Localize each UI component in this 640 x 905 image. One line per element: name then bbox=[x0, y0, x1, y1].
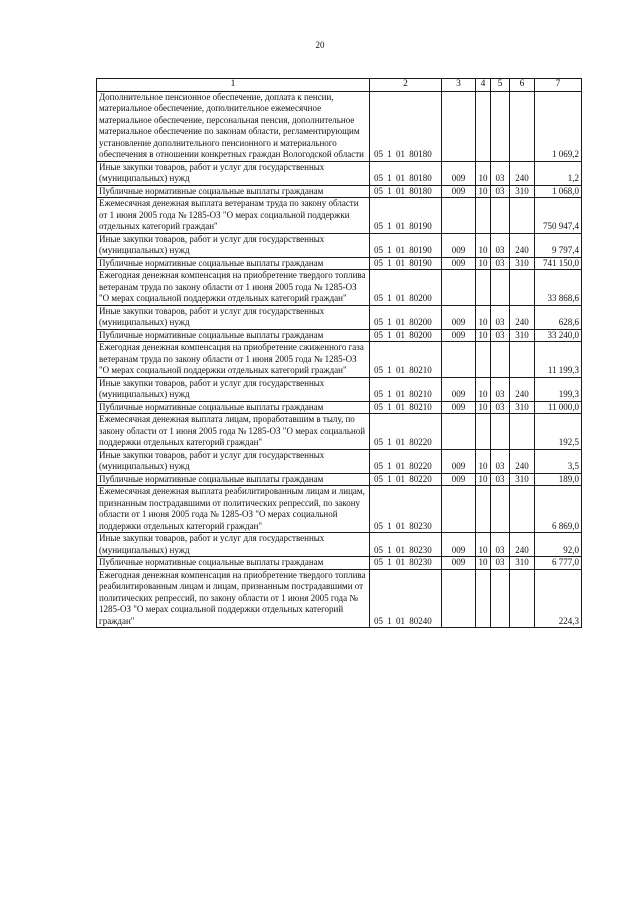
row-ministry-code bbox=[442, 414, 476, 450]
row-section-code bbox=[476, 486, 491, 533]
row-ministry-code: 009 bbox=[442, 557, 476, 570]
table-row bbox=[97, 185, 582, 198]
row-description: Ежегодная денежная компенсация на приобретение твердого топлива ветеранам труда по закону области от 1 июня 2005 года № 1285-ОЗ "О мерах социальной поддержки отдельных категорий граждан" bbox=[97, 270, 370, 306]
row-target-code: 05 1 01 80200 bbox=[370, 305, 442, 329]
row-amount: 6 777,0 bbox=[535, 557, 582, 570]
row-subsection-code: 03 bbox=[491, 257, 510, 270]
row-subsection-code: 03 bbox=[491, 533, 510, 557]
table-row bbox=[97, 329, 582, 342]
row-amount: 33 240,0 bbox=[535, 329, 582, 342]
row-description: Публичные нормативные социальные выплаты гражданам bbox=[97, 185, 370, 198]
row-description: Ежегодная денежная компенсация на приобретение твердого топлива реабилитированным лицам и лицам, признанным пострадавшими от политических репрессий, по закону области от 1 июня 2005 года № 1285-ОЗ "О мерах социальной поддержки отдельных категорий граждан" bbox=[97, 569, 370, 628]
table-row bbox=[97, 533, 582, 557]
row-amount: 33 868,6 bbox=[535, 270, 582, 306]
row-description: Публичные нормативные социальные выплаты гражданам bbox=[97, 257, 370, 270]
row-target-code: 05 1 01 80180 bbox=[370, 91, 442, 161]
row-description: Иные закупки товаров, работ и услуг для государственных (муниципальных) нужд bbox=[97, 377, 370, 401]
row-amount: 741 150,0 bbox=[535, 257, 582, 270]
row-section-code: 10 bbox=[476, 473, 491, 486]
row-target-code: 05 1 01 80190 bbox=[370, 257, 442, 270]
row-ministry-code bbox=[442, 486, 476, 533]
row-amount: 189,0 bbox=[535, 473, 582, 486]
row-subsection-code: 03 bbox=[491, 233, 510, 257]
row-expense-type-code: 240 bbox=[510, 305, 535, 329]
row-ministry-code bbox=[442, 198, 476, 234]
header-row bbox=[97, 79, 582, 92]
table-row bbox=[97, 91, 582, 161]
row-expense-type-code: 310 bbox=[510, 257, 535, 270]
row-target-code: 05 1 01 80220 bbox=[370, 414, 442, 450]
table-row bbox=[97, 377, 582, 401]
row-expense-type-code: 240 bbox=[510, 233, 535, 257]
row-section-code: 10 bbox=[476, 185, 491, 198]
row-target-code: 05 1 01 80220 bbox=[370, 473, 442, 486]
row-section-code bbox=[476, 270, 491, 306]
row-expense-type-code: 240 bbox=[510, 161, 535, 185]
row-ministry-code: 009 bbox=[442, 257, 476, 270]
row-section-code: 10 bbox=[476, 449, 491, 473]
row-target-code: 05 1 01 80210 bbox=[370, 401, 442, 414]
row-section-code: 10 bbox=[476, 329, 491, 342]
row-ministry-code: 009 bbox=[442, 533, 476, 557]
row-ministry-code: 009 bbox=[442, 473, 476, 486]
table-row bbox=[97, 198, 582, 234]
row-target-code: 05 1 01 80230 bbox=[370, 557, 442, 570]
col-header-3: 3 bbox=[442, 79, 476, 92]
row-section-code: 10 bbox=[476, 401, 491, 414]
row-section-code bbox=[476, 198, 491, 234]
row-subsection-code bbox=[491, 569, 510, 628]
row-amount: 1,2 bbox=[535, 161, 582, 185]
col-header-6: 6 bbox=[510, 79, 535, 92]
row-target-code: 05 1 01 80200 bbox=[370, 329, 442, 342]
row-subsection-code: 03 bbox=[491, 305, 510, 329]
table-row bbox=[97, 449, 582, 473]
row-amount: 1 069,2 bbox=[535, 91, 582, 161]
row-ministry-code bbox=[442, 342, 476, 378]
row-expense-type-code: 310 bbox=[510, 329, 535, 342]
table-row bbox=[97, 305, 582, 329]
row-ministry-code bbox=[442, 91, 476, 161]
row-expense-type-code bbox=[510, 414, 535, 450]
row-expense-type-code: 240 bbox=[510, 533, 535, 557]
row-target-code: 05 1 01 80200 bbox=[370, 270, 442, 306]
row-subsection-code bbox=[491, 270, 510, 306]
row-expense-type-code bbox=[510, 486, 535, 533]
row-ministry-code: 009 bbox=[442, 161, 476, 185]
row-target-code: 05 1 01 80230 bbox=[370, 533, 442, 557]
row-description: Иные закупки товаров, работ и услуг для государственных (муниципальных) нужд bbox=[97, 533, 370, 557]
row-amount: 6 869,0 bbox=[535, 486, 582, 533]
row-amount: 1 068,0 bbox=[535, 185, 582, 198]
row-expense-type-code bbox=[510, 569, 535, 628]
row-subsection-code: 03 bbox=[491, 185, 510, 198]
row-description: Дополнительное пенсионное обеспечение, доплата к пенсии, материальное обеспечение, дополнительное ежемесячное материальное обеспечение, персональная пенсия, дополнительное материальное обеспечение по законам области, регламентирующим установление дополнительного пенсионного и материального обеспечения в отношении конкретных граждан Вологодской области bbox=[97, 91, 370, 161]
table-row bbox=[97, 401, 582, 414]
row-target-code: 05 1 01 80240 bbox=[370, 569, 442, 628]
row-section-code bbox=[476, 91, 491, 161]
row-section-code: 10 bbox=[476, 557, 491, 570]
row-section-code bbox=[476, 414, 491, 450]
row-description: Публичные нормативные социальные выплаты гражданам bbox=[97, 473, 370, 486]
row-amount: 750 947,4 bbox=[535, 198, 582, 234]
row-amount: 92,0 bbox=[535, 533, 582, 557]
row-target-code: 05 1 01 80210 bbox=[370, 377, 442, 401]
row-target-code: 05 1 01 80190 bbox=[370, 198, 442, 234]
row-subsection-code bbox=[491, 91, 510, 161]
row-description: Ежемесячная денежная выплата лицам, проработавшим в тылу, по закону области от 1 июня 2005 года № 1285-ОЗ "О мерах социальной поддержки отдельных категорий граждан" bbox=[97, 414, 370, 450]
row-subsection-code bbox=[491, 414, 510, 450]
col-header-5: 5 bbox=[491, 79, 510, 92]
row-expense-type-code: 310 bbox=[510, 473, 535, 486]
table-row bbox=[97, 257, 582, 270]
row-expense-type-code: 240 bbox=[510, 377, 535, 401]
table-row bbox=[97, 473, 582, 486]
col-header-1: 1 bbox=[97, 79, 370, 92]
row-subsection-code: 03 bbox=[491, 377, 510, 401]
row-ministry-code: 009 bbox=[442, 233, 476, 257]
row-ministry-code: 009 bbox=[442, 401, 476, 414]
row-ministry-code bbox=[442, 270, 476, 306]
row-amount: 224,3 bbox=[535, 569, 582, 628]
row-expense-type-code bbox=[510, 270, 535, 306]
row-target-code: 05 1 01 80220 bbox=[370, 449, 442, 473]
row-description: Публичные нормативные социальные выплаты гражданам bbox=[97, 329, 370, 342]
row-target-code: 05 1 01 80210 bbox=[370, 342, 442, 378]
row-amount: 628,6 bbox=[535, 305, 582, 329]
row-ministry-code: 009 bbox=[442, 329, 476, 342]
row-amount: 3,5 bbox=[535, 449, 582, 473]
table-row bbox=[97, 270, 582, 306]
row-description: Иные закупки товаров, работ и услуг для государственных (муниципальных) нужд bbox=[97, 305, 370, 329]
table-row bbox=[97, 414, 582, 450]
row-section-code: 10 bbox=[476, 161, 491, 185]
row-expense-type-code: 310 bbox=[510, 185, 535, 198]
row-subsection-code: 03 bbox=[491, 161, 510, 185]
row-expense-type-code bbox=[510, 198, 535, 234]
row-subsection-code bbox=[491, 486, 510, 533]
row-description: Публичные нормативные социальные выплаты гражданам bbox=[97, 557, 370, 570]
row-section-code: 10 bbox=[476, 377, 491, 401]
row-expense-type-code: 310 bbox=[510, 401, 535, 414]
col-header-4: 4 bbox=[476, 79, 491, 92]
row-amount: 11 199,3 bbox=[535, 342, 582, 378]
row-section-code: 10 bbox=[476, 305, 491, 329]
row-target-code: 05 1 01 80230 bbox=[370, 486, 442, 533]
col-header-7: 7 bbox=[535, 79, 582, 92]
row-target-code: 05 1 01 80180 bbox=[370, 185, 442, 198]
row-description: Ежегодная денежная компенсация на приобретение сжиженного газа ветеранам труда по закону области от 1 июня 2005 года № 1285-ОЗ "О мерах социальной поддержки отдельных категорий граждан" bbox=[97, 342, 370, 378]
row-amount: 199,3 bbox=[535, 377, 582, 401]
row-description: Ежемесячная денежная выплата реабилитированным лицам и лицам, признанным пострадавшими от политических репрессий, по закону области от 1 июня 2005 года № 1285-ОЗ "О мерах социальной поддержки отдельных категорий граждан" bbox=[97, 486, 370, 533]
row-ministry-code: 009 bbox=[442, 377, 476, 401]
row-subsection-code bbox=[491, 342, 510, 378]
row-subsection-code: 03 bbox=[491, 449, 510, 473]
row-expense-type-code bbox=[510, 342, 535, 378]
table-row bbox=[97, 486, 582, 533]
row-amount: 192,5 bbox=[535, 414, 582, 450]
row-section-code: 10 bbox=[476, 233, 491, 257]
row-description: Иные закупки товаров, работ и услуг для государственных (муниципальных) нужд bbox=[97, 449, 370, 473]
row-section-code bbox=[476, 342, 491, 378]
row-amount: 11 000,0 bbox=[535, 401, 582, 414]
col-header-2: 2 bbox=[370, 79, 442, 92]
table-row bbox=[97, 569, 582, 628]
row-description: Публичные нормативные социальные выплаты гражданам bbox=[97, 401, 370, 414]
row-expense-type-code: 310 bbox=[510, 557, 535, 570]
budget-table bbox=[96, 78, 582, 628]
row-description: Иные закупки товаров, работ и услуг для государственных (муниципальных) нужд bbox=[97, 161, 370, 185]
row-amount: 9 797,4 bbox=[535, 233, 582, 257]
row-section-code: 10 bbox=[476, 257, 491, 270]
row-subsection-code: 03 bbox=[491, 557, 510, 570]
row-ministry-code: 009 bbox=[442, 449, 476, 473]
row-expense-type-code bbox=[510, 91, 535, 161]
row-ministry-code: 009 bbox=[442, 185, 476, 198]
row-description: Иные закупки товаров, работ и услуг для государственных (муниципальных) нужд bbox=[97, 233, 370, 257]
row-target-code: 05 1 01 80180 bbox=[370, 161, 442, 185]
table-row bbox=[97, 557, 582, 570]
row-ministry-code bbox=[442, 569, 476, 628]
row-description: Ежемесячная денежная выплата ветеранам труда по закону области от 1 июня 2005 года № 1285-ОЗ "О мерах социальной поддержки отдельных категорий граждан" bbox=[97, 198, 370, 234]
row-expense-type-code: 240 bbox=[510, 449, 535, 473]
row-subsection-code: 03 bbox=[491, 473, 510, 486]
row-subsection-code bbox=[491, 198, 510, 234]
row-subsection-code: 03 bbox=[491, 401, 510, 414]
table-row bbox=[97, 342, 582, 378]
page-number: 20 bbox=[315, 40, 325, 50]
row-target-code: 05 1 01 80190 bbox=[370, 233, 442, 257]
table-row bbox=[97, 161, 582, 185]
row-subsection-code: 03 bbox=[491, 329, 510, 342]
row-section-code: 10 bbox=[476, 533, 491, 557]
table-row bbox=[97, 233, 582, 257]
row-ministry-code: 009 bbox=[442, 305, 476, 329]
row-section-code bbox=[476, 569, 491, 628]
